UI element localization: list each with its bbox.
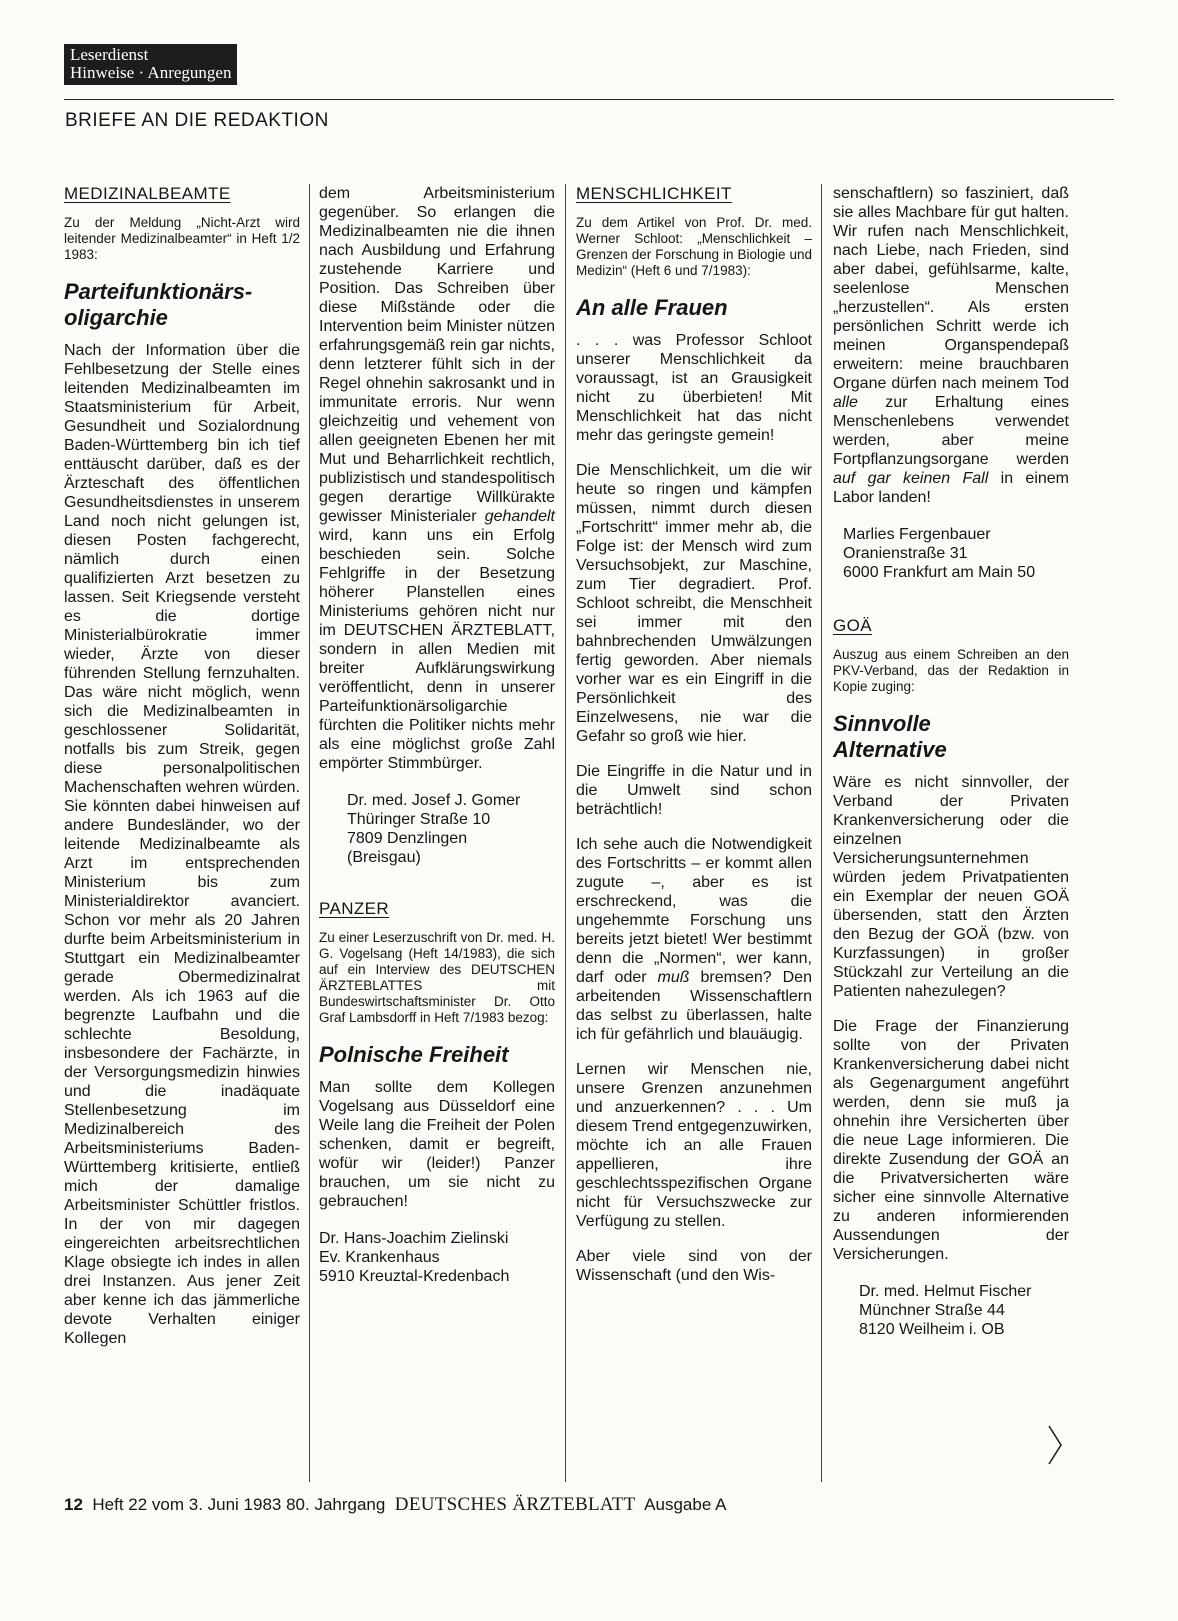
- body-text: in einem Labor landen!: [833, 470, 1070, 506]
- signature-line: Münchner Straße 44: [859, 1302, 1005, 1319]
- signature-line: 8120 Weilheim i. OB: [859, 1321, 1005, 1338]
- column-2: [319, 184, 555, 1302]
- rubric-goa: GOÄ: [833, 616, 872, 635]
- body-emphasis: gehandelt: [484, 508, 555, 525]
- body-menschlichkeit-3: Die Eingriffe in die Natur und in die Umwelt sind schon beträchtlich!: [576, 763, 812, 818]
- page-footer: [64, 1494, 726, 1516]
- section-label-line1: Leserdienst: [70, 45, 149, 64]
- column-divider-2: [565, 184, 566, 1482]
- body-menschlichkeit-4: [576, 835, 812, 1044]
- column-divider-1: [309, 184, 310, 1482]
- continue-arrow-icon: [1047, 1424, 1063, 1466]
- issue-info: Heft 22 vom 3. Juni 1983 80. Jahrgang: [92, 1495, 386, 1514]
- body-emphasis: auf gar keinen Fall: [833, 470, 989, 487]
- intro-medizinalbeamte: Zu der Meldung „Nicht-Arzt wird leitender Medizinalbeamter“ in Heft 1/2 1983:: [64, 215, 300, 262]
- signature-line: Ev. Krankenhaus: [319, 1249, 440, 1266]
- headline-menschlichkeit: An alle Frauen: [576, 295, 728, 320]
- intro-menschlichkeit: Zu dem Artikel von Prof. Dr. med. Werner Schloot: „Menschlichkeit – Grenzen der Forschung in Biologie und Medizin“ (Heft 6 und 7/1983):: [576, 215, 812, 278]
- signature-line: Dr. med. Helmut Fischer: [859, 1283, 1032, 1300]
- body-text: wird, kann uns ein Erfolg beschieden sein. Solche Fehlgriffe in der Besetzung höherer Planstellen eines Ministeriums gehören nicht nur im DEUTSCHEN ÄRZTEBLATT, sondern in allen Medien mit breiter Aufklärungswirkung veröffentlicht, denn in unserer Parteifunktionärsoligarchie fürchten die Politiker nichts mehr als eine möglichst große Zahl empörter Stimmbürger.: [319, 527, 555, 772]
- body-goa-1: Wäre es nicht sinnvoller, der Verband der Privaten Krankenversicherung oder die einzelnen Versicherungsunternehmen würden jedem Privatpatienten ein Exemplar der neuen GOÄ übersenden, statt den Ärzten den Bezug der GOÄ (bzw. von Kurzfassungen) in großer Stückzahl zur Verteilung an die Patienten nahezulegen?: [833, 774, 1069, 1000]
- intro-panzer: Zu einer Leserzuschrift von Dr. med. H. G. Vogelsang (Heft 14/1983), die sich auf ein Interview des DEUTSCHEN ÄRZTEBLATTES mit Bundeswirtschaftsminister Dr. Otto Graf Lambsdorff in Heft 7/1983 bezog:: [319, 930, 555, 1025]
- body-text: senschaftlern) so fasziniert, daß sie alles Machbare für gut halten. Wir rufen nach Menschlichkeit, nach Liebe, nach Frieden, sind aber dabei, gefühlsarme, kalte, seelenlose Menschen „herzustellen“. Als ersten persönlichen Schritt werde ich meinen Organspendepaß erweitern: meine brauchbaren Organe dürfen nach meinem Tod: [833, 185, 1069, 392]
- body-menschlichkeit-2: Die Menschlichkeit, um die wir heute so ringen und kämpfen müssen, nimmt durch diesen „Fortschritt“ immer mehr ab, die Folge ist: der Mensch wird zum Versuchsobjekt, zur Maschine, zum Tier degradiert. Prof. Schloot schreibt, die Menschheit sei immer mit den bahnbrechenden Umwälzungen fertig geworden. Aber niemals vorher war es ein Eingriff in die Persönlichkeit des Einzelwesens, nie war die Gefahr so groß wie hier.: [576, 462, 812, 745]
- section-label-line2: Hinweise · Anregungen: [70, 63, 232, 82]
- rubric-menschlichkeit: MENSCHLICHKEIT: [576, 184, 732, 203]
- body-panzer-1: Man sollte dem Kollegen Vogelsang aus Düsseldorf eine Weile lang die Freiheit der Polen schenken, damit er begreift, wofür wir (leider!) Panzer brauchen, um sie nicht zu gebrauchen!: [319, 1079, 555, 1210]
- body-menschlichkeit-6: Aber viele sind von der Wissenschaft (und den Wis-: [576, 1248, 812, 1284]
- page-number: 12: [64, 1495, 83, 1514]
- body-menschlichkeit-1: . . . was Professor Schloot unserer Menschlichkeit da voraussagt, ist an Grausigkeit nicht zu überbieten! Mit Menschlichkeit hat das nicht mehr das geringste gemein!: [576, 332, 812, 444]
- edition: Ausgabe A: [644, 1495, 727, 1514]
- body-medizinalbeamte-1: Nach der Information über die Fehlbesetzung der Stelle eines leitenden Medizinalbeamten im Staatsministerium für Arbeit, Gesundheit und Sozialordnung Baden-Württemberg bin ich tief enttäuscht darüber, daß es der Ärzteschaft des öffentlichen Gesundheitsdienstes in unserem Land noch nicht gelungen ist, diesen Posten fachgerecht, nämlich durch einen qualifizierten Arzt besetzen zu lassen. Seit Kriegsende versteht es die dortige Ministerialbürokratie immer wieder, Ärzte von dieser führenden Stellung fernzuhalten. Das wäre nicht möglich, wenn sich die Medizinalbeamten in geschlossener Solidarität, notfalls bis zum Streik, gegen diese personalpolitischen Machenschaften wehren würden. Sie könnten dabei hinweisen auf andere Bundesländer, wo der leitende Medizinalbeamte als Arzt im entsprechenden Ministerium bis zum Ministerialdirektor avanciert. Schon vor mehr als 20 Jahren durfte beim Arbeitsministerium in Stuttgart ein Medizinalbeamter gerade Obermedizinalrat werden. Als ich 1963 auf die begrenzte Laufbahn und die schlechte Besoldung, insbesondere der Fachärzte, in der Versorgungsmedizin hinwies und die inadäquate Stellenbesetzung im Medizinalbereich des Arbeitsministeriums Baden-Württemberg kritisierte, entließ mich der damalige Arbeitsminister Schüttler fristlos. In der von mir dagegen eingereichten arbeitsrechtlichen Klage obsiegte ich indes in allen drei Instanzen. Aus jener Zeit aber kenne ich das jämmerliche devote Verhalten einiger Kollegen: [64, 342, 300, 1347]
- rubric-medizinalbeamte: MEDIZINALBEAMTE: [64, 184, 231, 203]
- signature-line: Oranienstraße 31: [843, 545, 968, 562]
- body-medizinalbeamte-2: [319, 184, 555, 773]
- intro-goa: Auszug aus einem Schreiben an den PKV-Verband, das der Redaktion in Kopie zuging:: [833, 647, 1069, 694]
- signature-line: Dr. med. Josef J. Gomer: [347, 792, 521, 809]
- signature-line: (Breisgau): [347, 849, 421, 866]
- headline-medizinalbeamte: Parteifunktionärs-oligarchie: [64, 279, 253, 330]
- column-4: [833, 184, 1069, 1355]
- magazine-name: DEUTSCHES ÄRZTEBLATT: [394, 1494, 636, 1515]
- section-label: [64, 44, 237, 85]
- headline-goa: Sinnvolle Alternative: [833, 711, 947, 762]
- column-divider-3: [821, 184, 822, 1482]
- signature-line: Dr. Hans-Joachim Zielinski: [319, 1230, 509, 1247]
- signature-line: 6000 Frankfurt am Main 50: [843, 564, 1036, 581]
- header-rule: [64, 99, 1114, 100]
- body-text: Ich sehe auch die Notwendigkeit des Fortschritts – er kommt allen zugute –, aber es ist erschreckend, was die ungehemmte Forschung uns bereits jetzt bietet! Wer bestimmt denn die „Normen“, wer kann, darf oder: [576, 836, 812, 986]
- signature-line: Marlies Fergenbauer: [843, 526, 991, 543]
- column-3: [576, 184, 812, 1301]
- page-title: BRIEFE AN DIE REDAKTION: [65, 110, 329, 131]
- column-1: [64, 184, 300, 1364]
- body-text: bremsen? Den arbeitenden Wissenschaftlern das selbst zu überlassen, halte ich für gefährlich und blauäugig.: [576, 969, 812, 1043]
- body-text: dem Arbeitsministerium gegenüber. So erlangen die Medizinalbeamten nie die ihnen nach Ausbildung und Erfahrung zustehende Karriere und Position. Das Schreiben über diese Mißstände oder die Intervention beim Minister nützen erfahrungsgemäß rein gar nichts, denn letzterer fühlt sich in der Regel ohnehin sakrosankt und in immunitate erroris. Nur wenn gleichzeitig und vehement von allen geeigneten Ebenen her mit Mut und Beharrlichkeit rechtlich, publizistisch und standespolitisch gegen derartige Willkürakte gewisser Ministerialer: [319, 185, 555, 525]
- body-emphasis: alle: [833, 394, 858, 411]
- signature-line: 5910 Kreuztal-Kredenbach: [319, 1268, 510, 1285]
- signature-line: 7809 Denzlingen: [347, 830, 468, 847]
- body-emphasis: muß: [657, 969, 690, 986]
- headline-panzer: Polnische Freiheit: [319, 1042, 509, 1067]
- signature-line: Thüringer Straße 10: [347, 811, 491, 828]
- body-menschlichkeit-7: [833, 184, 1069, 507]
- body-goa-2: Die Frage der Finanzierung sollte von der Privaten Krankenversicherung dabei nicht als Gegenargument angeführt werden, denn sie muß ja ohnehin ihre Versicherten über die neue Lage informieren. Die direkte Zusendung der GOÄ an die Privatversicherten wäre sicher eine sinnvolle Alternative zu anderen informierenden Aussendungen der Versicherungen.: [833, 1018, 1069, 1263]
- rubric-panzer: PANZER: [319, 899, 390, 918]
- body-menschlichkeit-5: Lernen wir Menschen nie, unsere Grenzen anzunehmen und anzuerkennen? . . . Um diesem Trend entgegenzuwirken, möchte ich an alle Frauen appellieren, ihre geschlechtsspezifischen Organe nicht für Versuchszwecke zur Verfügung zu stellen.: [576, 1061, 812, 1230]
- body-text: zur Erhaltung eines Menschenlebens verwendet werden, aber meine Fortpflanzungsorgane werden: [833, 394, 1069, 468]
